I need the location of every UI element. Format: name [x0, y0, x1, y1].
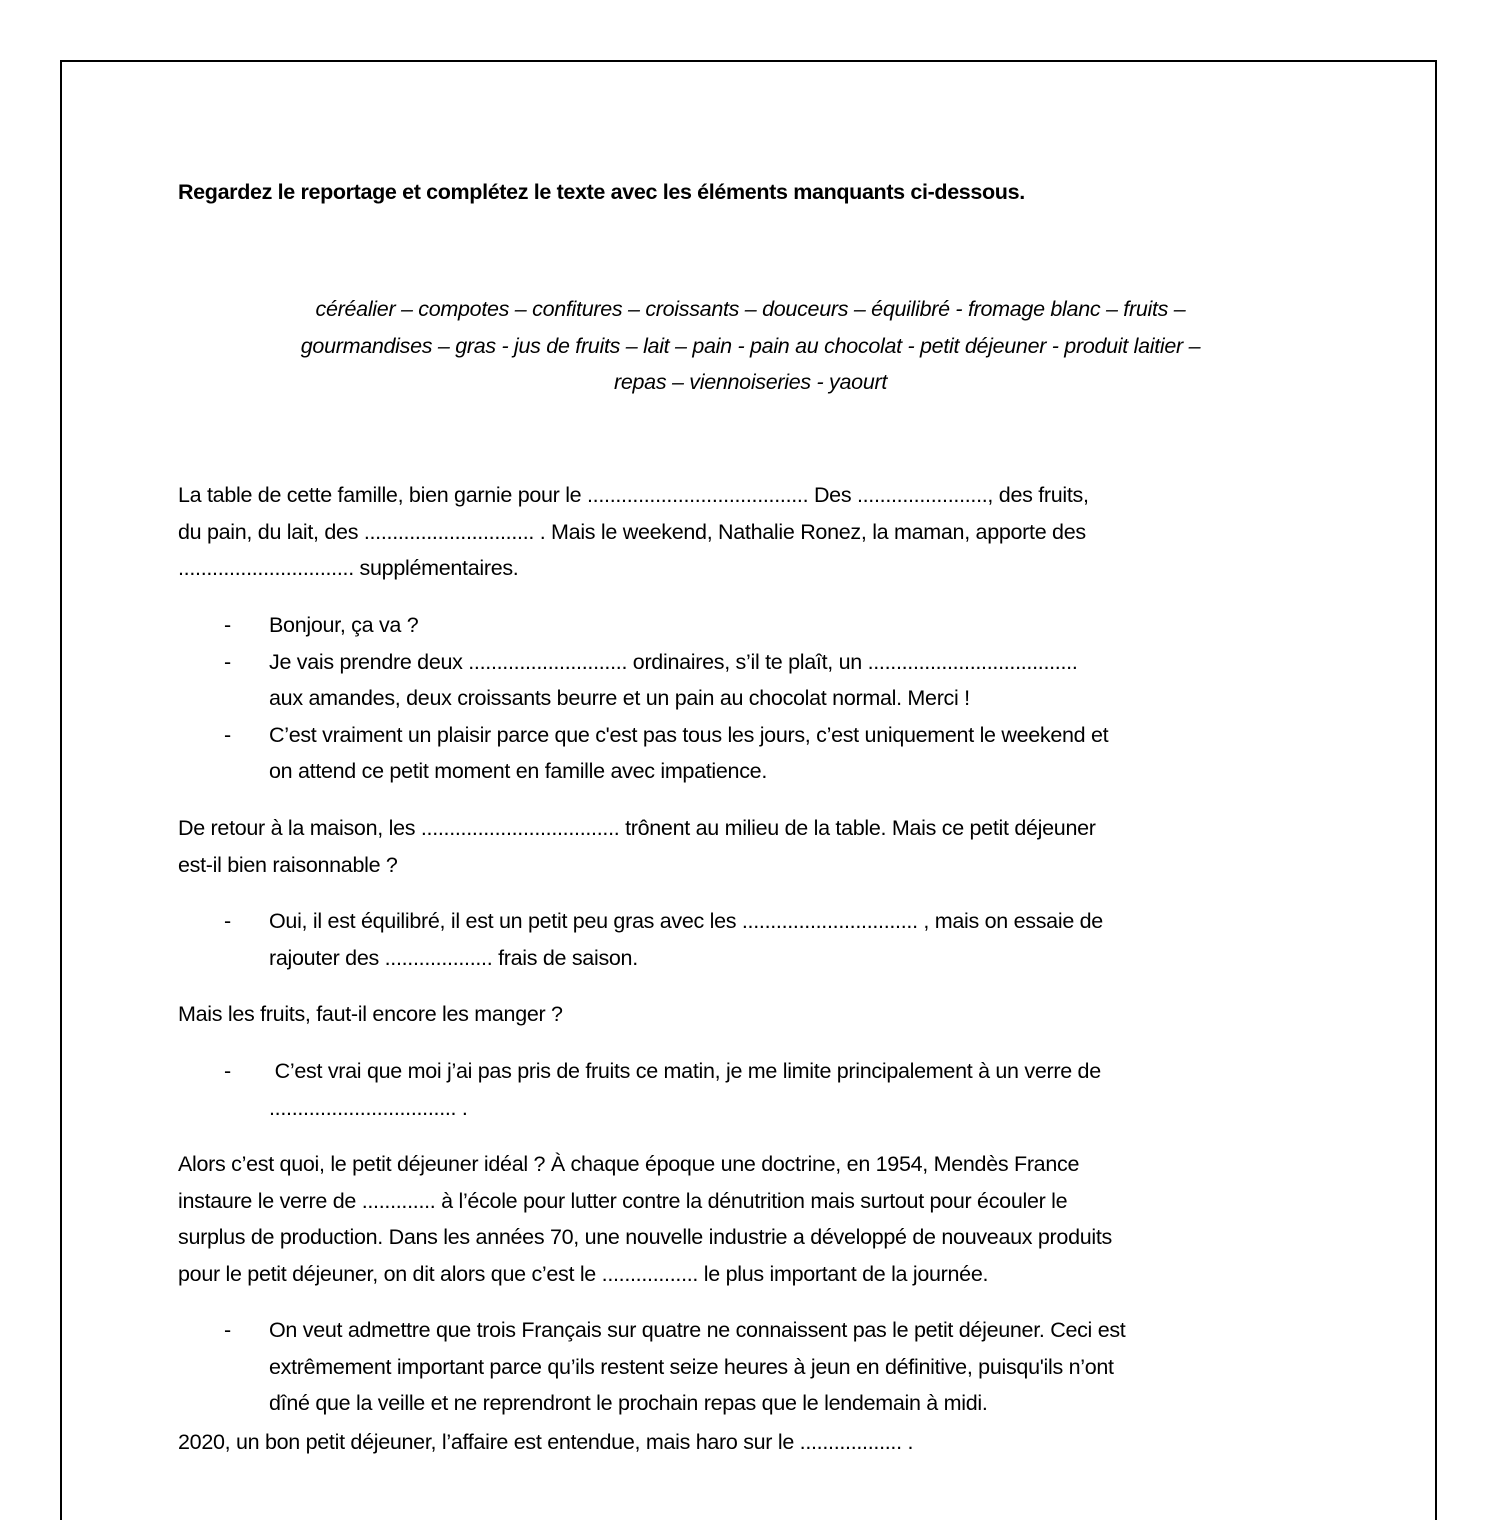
text-line: instaure le verre de ............. à l’école pour lutter contre la dénutrition mais surtout pour écouler le	[178, 1188, 1068, 1213]
text-line: ................................. .	[269, 1095, 468, 1120]
text-line: Je vais prendre deux ............................ ordinaires, s’il te plaît, un .....................................	[269, 649, 1078, 674]
dialogue-list-3	[178, 1053, 1328, 1126]
text-line: De retour à la maison, les ................................... trônent au milieu de la table. Mais ce petit déjeuner	[178, 816, 1096, 840]
text-line: Alors c’est quoi, le petit déjeuner idéal ? À chaque époque une doctrine, en 1954, Mendès France	[178, 1152, 1080, 1176]
dialogue-item	[178, 607, 1328, 644]
dialogue-list-2	[178, 903, 1328, 976]
dialogue-item	[178, 1053, 1328, 1126]
text-line: C’est vrai que moi j’ai pas pris de fruits ce matin, je me limite principalement à un verre de	[269, 1059, 1101, 1083]
word-bank-line: céréalier – compotes – confitures – croissants – douceurs – équilibré - fromage blanc – fruits –	[315, 297, 1186, 321]
dash-bullet: -	[224, 649, 231, 674]
text-line: ............................... supplémentaires.	[178, 556, 519, 581]
text-line: aux amandes, deux croissants beurre et un pain au chocolat normal. Merci !	[269, 686, 970, 711]
text-line: extrêmement important parce qu’ils restent seize heures à jeun en définitive, puisqu'ils n’ont	[269, 1354, 1114, 1379]
dialogue-list-1	[178, 607, 1328, 790]
dash-bullet: -	[224, 613, 231, 637]
instruction-heading: Regardez le reportage et complétez le texte avec les éléments manquants ci-dessous.	[178, 180, 1025, 204]
text-line: 2020, un bon petit déjeuner, l’affaire est entendue, mais haro sur le .................. .	[178, 1430, 914, 1454]
paragraph-2020	[178, 1424, 1328, 1461]
text-line: pour le petit déjeuner, on dit alors que c’est le ................. le plus important de la journée.	[178, 1261, 989, 1286]
text-line: C’est vraiment un plaisir parce que c'est pas tous les jours, c’est uniquement le weekend et	[269, 722, 1109, 747]
word-bank-line: gourmandises – gras - jus de fruits – lait – pain - pain au chocolat - petit déjeuner - produit laitier –	[300, 333, 1201, 358]
text-line: Mais les fruits, faut-il encore les manger ?	[178, 1002, 563, 1026]
text-line: rajouter des ................... frais de saison.	[269, 945, 638, 970]
text-line: dîné que la veille et ne reprendront le prochain repas que le lendemain à midi.	[269, 1391, 988, 1416]
dialogue-list-4	[178, 1312, 1328, 1422]
text-line: Oui, il est équilibré, il est un petit peu gras avec les ............................... , mais on essaie de	[269, 909, 1103, 933]
word-bank	[178, 291, 1323, 401]
page-border	[60, 60, 1437, 1520]
text-line: on attend ce petit moment en famille avec impatience.	[269, 759, 767, 784]
text-line: surplus de production. Dans les années 70, une nouvelle industrie a développé de nouveaux produits	[178, 1225, 1112, 1250]
dash-bullet: -	[224, 1059, 231, 1083]
text-line: La table de cette famille, bien garnie pour le ....................................... Des ......................., des fruits,	[178, 483, 1089, 507]
dash-bullet: -	[224, 1318, 231, 1342]
text-line: On veut admettre que trois Français sur quatre ne connaissent pas le petit déjeuner. Ceci est	[269, 1318, 1126, 1342]
dash-bullet: -	[224, 909, 231, 933]
dialogue-item	[178, 644, 1328, 717]
dialogue-item	[178, 1312, 1328, 1422]
paragraph-fruits-question	[178, 996, 1328, 1033]
dash-bullet: -	[224, 722, 231, 747]
word-bank-line: repas – viennoiseries - yaourt	[613, 370, 888, 395]
paragraph-return-home	[178, 810, 1328, 883]
text-line: du pain, du lait, des .............................. . Mais le weekend, Nathalie Ronez, la maman, apporte des	[178, 519, 1086, 544]
text-line: Bonjour, ça va ?	[269, 613, 419, 637]
paragraph-intro	[178, 477, 1328, 587]
paragraph-ideal-breakfast	[178, 1146, 1328, 1292]
dialogue-item	[178, 903, 1328, 976]
dialogue-item	[178, 717, 1328, 790]
text-line: est-il bien raisonnable ?	[178, 852, 398, 877]
